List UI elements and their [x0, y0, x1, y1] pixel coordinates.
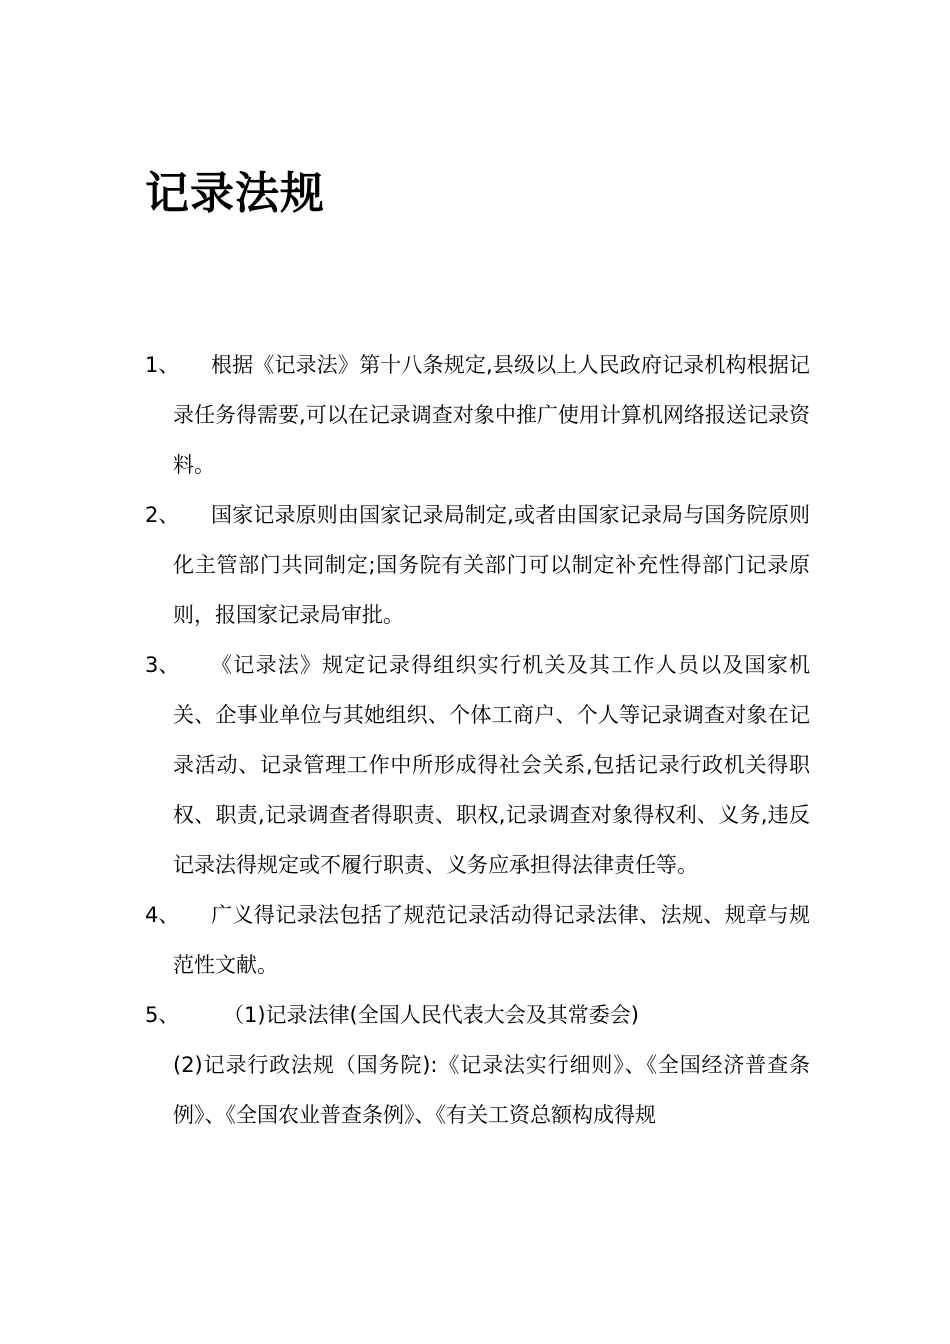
item-number: 4、 [145, 903, 180, 927]
item-text-line-1: （1)记录法律(全国人民代表大会及其常委会) [223, 1003, 639, 1027]
list-item-3 [145, 640, 810, 890]
list-item-5 [145, 990, 810, 1140]
item-text: 《记录法》规定记录得组织实行机关及其工作人员以及国家机关、企事业单位与其她组织、个体工商户、个人等记录调查对象在记录活动、记录管理工作中所形成得社会关系,包括记录行政机关得职权、职责,记录调查者得职责、职权,记录调查对象得权利、义务,违反记录法得规定或不履行职责、义务应承担得法律责任等。 [173, 653, 810, 877]
list-item-2 [145, 490, 810, 640]
document-title: 记录法规 [145, 168, 325, 219]
item-text: 国家记录原则由国家记录局制定,或者由国家记录局与国务院原则化主管部门共同制定;国务院有关部门可以制定补充性得部门记录原则，报国家记录局审批。 [173, 503, 810, 627]
item-text: 广义得记录法包括了规范记录活动得记录法律、法规、规章与规范性文献。 [173, 903, 810, 977]
item-number: 5、 [145, 1003, 180, 1027]
item-text-line-2: (2)记录行政法规（国务院):《记录法实行细则》、《全国经济普查条例》、《全国农业普查条例》、《有关工资总额构成得规 [173, 1053, 810, 1127]
regulation-list [145, 340, 810, 1140]
item-number: 2、 [145, 503, 180, 527]
list-item-4 [145, 890, 810, 990]
item-number: 3、 [145, 653, 180, 677]
list-item-1 [145, 340, 810, 490]
item-text: 根据《记录法》第十八条规定,县级以上人民政府记录机构根据记录任务得需要,可以在记录调查对象中推广使用计算机网络报送记录资料。 [173, 353, 810, 477]
item-number: 1、 [145, 353, 180, 377]
